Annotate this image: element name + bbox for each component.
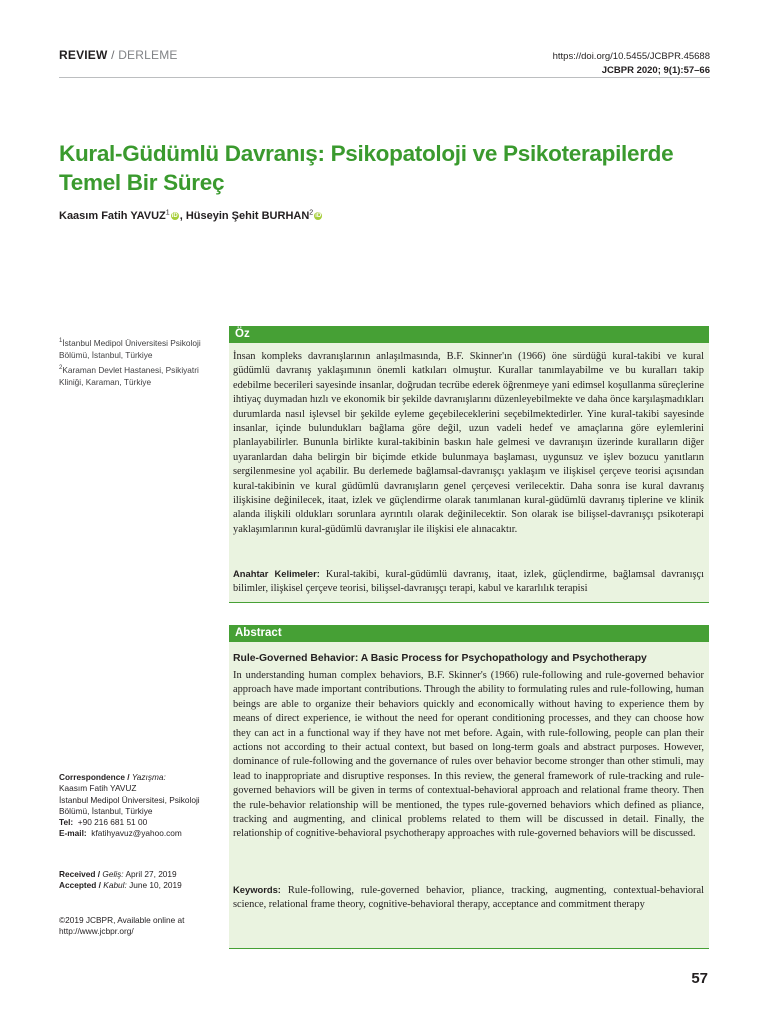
author-name: Hüseyin Şehit BURHAN bbox=[185, 210, 310, 222]
journal-citation: JCBPR 2020; 9(1):57–66 bbox=[601, 65, 710, 76]
header-divider bbox=[59, 77, 710, 78]
abstract-keywords-text: Rule-following, rule-governed behavior, pliance, tracking, augmenting, contextual-behavioral science, relational frame theory, cognitive-behavioral therapy, acceptance and commitment therapy bbox=[233, 885, 704, 911]
email-value[interactable]: kfatihyavuz@yahoo.com bbox=[91, 828, 182, 839]
author-name: Kaasım Fatih YAVUZ bbox=[59, 210, 166, 222]
received-line: Received / Geliş: April 27, 2019 bbox=[59, 869, 177, 879]
oz-keywords-label: Anahtar Kelimeler: bbox=[233, 568, 320, 579]
author-separator: , bbox=[179, 210, 186, 222]
page-number: 57 bbox=[691, 970, 708, 987]
oz-body: İnsan kompleks davranışlarının anlaşılmasında, B.F. Skinner'ın (1966) öne sürdüğü kural-takibi ve kural güdümlü davranış yaklaşımının önemli katkıları olmuştur. Kurallar tanımlayabilme ve bu kuralları takip edebilme becerileri sayesinde insanlar, doğrudan tecrübe ederek öğrenmeye yani edimsel koşullanma süreçlerine ihtiyaç duymadan hızlı ve ekonomik bir şekilde davranışlarını düzenleyebilmekte ve daha önce karşılaşmadıkları durumlarda nasıl işlevsel bir şekilde eyleme geçebileceklerini seçebilmektedirler. Yine kural-takibi sayesinde insanlar, içinde bulundukları bağlama göre değil, uzun vadeli hedef ve amaçlarına göre eylemlerini planlayabilirler. Bununla birlikte kural-takibinin baskın hale gelmesi ve davranışın üzerinde kuralların diğer uyaranlardan daha belirgin bir biçimde etkide bulunmaya başlaması, uygunsuz ve işlev bozucu yanıtların sergilenmesine yol açabilir. Bu derlemede bağlamsal-davranışçı yaklaşım ve ilişkisel çerçeve teorisi açısından kural-takibinin ve kural güdümlü davranışların genel çerçevesi verilecektir. Daha sonra ise kural davranış ilişkisine değinilecek, itaat, izlek ve güçlendirme olarak tanımlanan kural-güdümlü davranış tiplerine ve klinik alanda ilişkili oldukları sorunlara ayrıntılı olarak değinilecektir. Son olarak ise bilişsel-davranışçı psikoterapi yaklaşımlarının kural-güdümlü davranışlar ile ilişkisi ele alınacaktır. bbox=[233, 351, 704, 535]
author-list bbox=[59, 210, 323, 222]
accepted-line: Accepted / Kabul: June 10, 2019 bbox=[59, 880, 182, 891]
section-review: REVIEW bbox=[59, 48, 108, 62]
journal-section-label bbox=[59, 48, 178, 62]
copyright-block bbox=[59, 915, 224, 938]
oz-keywords-text: Kural-takibi, kural-güdümlü davranış, itaat, izlek, güçlendirme, bağlamsal davranışçı bilimler, ilişkisel çerçeve teorisi, bilişsel-davranışçı terapi, kabul ve kararlılık terapisi bbox=[233, 569, 704, 595]
affiliation-text: İstanbul Medipol Üniversitesi Psikoloji Bölümü, İstanbul, Türkiye bbox=[59, 338, 201, 360]
accepted-label: Accepted bbox=[59, 880, 97, 891]
journal-url[interactable]: http://www.jcbpr.org/ bbox=[59, 926, 134, 937]
correspondence-label-tr: Yazışma: bbox=[131, 772, 166, 782]
email-label: E-mail: bbox=[59, 828, 87, 839]
orcid-icon[interactable]: iD bbox=[171, 213, 178, 220]
correspondence-email bbox=[59, 828, 224, 839]
affiliation-mark: 2 bbox=[59, 365, 63, 372]
abstract-keywords-label: Keywords: bbox=[233, 884, 281, 895]
correspondence-name: Kaasım Fatih YAVUZ bbox=[59, 783, 137, 794]
affiliation bbox=[59, 337, 219, 361]
abstract-keywords bbox=[233, 883, 704, 913]
correspondence-tel bbox=[59, 817, 224, 828]
orcid-icon[interactable]: iD bbox=[315, 213, 322, 220]
dates-block bbox=[59, 869, 224, 892]
abstract-title: Rule-Governed Behavior: A Basic Process for Psychopathology and Psychotherapy bbox=[233, 653, 647, 664]
received-label: Received bbox=[59, 869, 96, 879]
correspondence-heading: Correspondence / Yazışma: bbox=[59, 772, 166, 782]
abstract-body: In understanding human complex behaviors, B.F. Skinner's (1966) rule-following and rule-governed behavior approach have made important contributions. Through the ability to formulating rules and rule-following, human beings are able to organize their behaviors quickly and economically without having to experience them by means of direct experience, ie without the need for operant conditioning processes, and they can choose how they can act in a functional way if they have not met before. Again, with rule-following, people can plan their actions not according to their actual context, but based on long-term goals and abstract purposes. However, dominance of rule-following and the governance of rules over behavior become stronger than other stimuli, may lead to inappropriate and disruptive responses. In this review, the general framework of rule-tracking and rule-governed behaviors will be given in terms of contextual-behavioral approach and relational frame theory. Then the rule-behavior relationship will be mentioned, the types rule-governed behaviors which defined as pliance, tracking and augmenting, and clinical problems related to them will be discussed in detail. Finally, the relationship of cognitive-behavioral psychotherapy approaches with rule-governed behaviors will be discussed. bbox=[233, 670, 704, 840]
oz-bottom-rule bbox=[229, 602, 709, 603]
oz-heading: Öz bbox=[229, 326, 709, 343]
author-affiliation-mark: 2 bbox=[309, 209, 314, 217]
section-derleme: DERLEME bbox=[118, 48, 178, 62]
section-separator: / bbox=[111, 48, 115, 62]
accepted-date: June 10, 2019 bbox=[129, 880, 182, 891]
abstract-bottom-rule bbox=[229, 948, 709, 949]
oz-keywords bbox=[233, 567, 704, 597]
copyright-text: ©2019 JCBPR, Available online at bbox=[59, 915, 185, 925]
citation-block bbox=[553, 50, 710, 78]
received-label-tr: Geliş: bbox=[102, 869, 124, 879]
correspondence-label: Correspondence bbox=[59, 772, 125, 782]
received-date: April 27, 2019 bbox=[125, 869, 177, 879]
accepted-label-tr: Kabul: bbox=[103, 880, 127, 891]
author-affiliation-mark: 1 bbox=[165, 209, 170, 217]
correspondence-block bbox=[59, 772, 224, 840]
correspondence-address: İstanbul Medipol Üniversitesi, Psikoloji Bölümü, İstanbul, Türkiye bbox=[59, 794, 200, 816]
affiliation-text: Karaman Devlet Hastanesi, Psikiyatri Kliniği, Karaman, Türkiye bbox=[59, 365, 199, 387]
affiliation bbox=[59, 364, 219, 388]
doi-link[interactable]: https://doi.org/10.5455/JCBPR.45688 bbox=[552, 51, 710, 62]
abstract-heading: Abstract bbox=[229, 625, 709, 642]
tel-value: +90 216 681 51 00 bbox=[77, 817, 148, 828]
tel-label: Tel: bbox=[59, 817, 74, 828]
article-title: Kural-Güdümlü Davranış: Psikopatoloji ve Psikoterapilerde Temel Bir Süreç bbox=[59, 141, 674, 195]
affiliation-mark: 1 bbox=[59, 338, 63, 345]
